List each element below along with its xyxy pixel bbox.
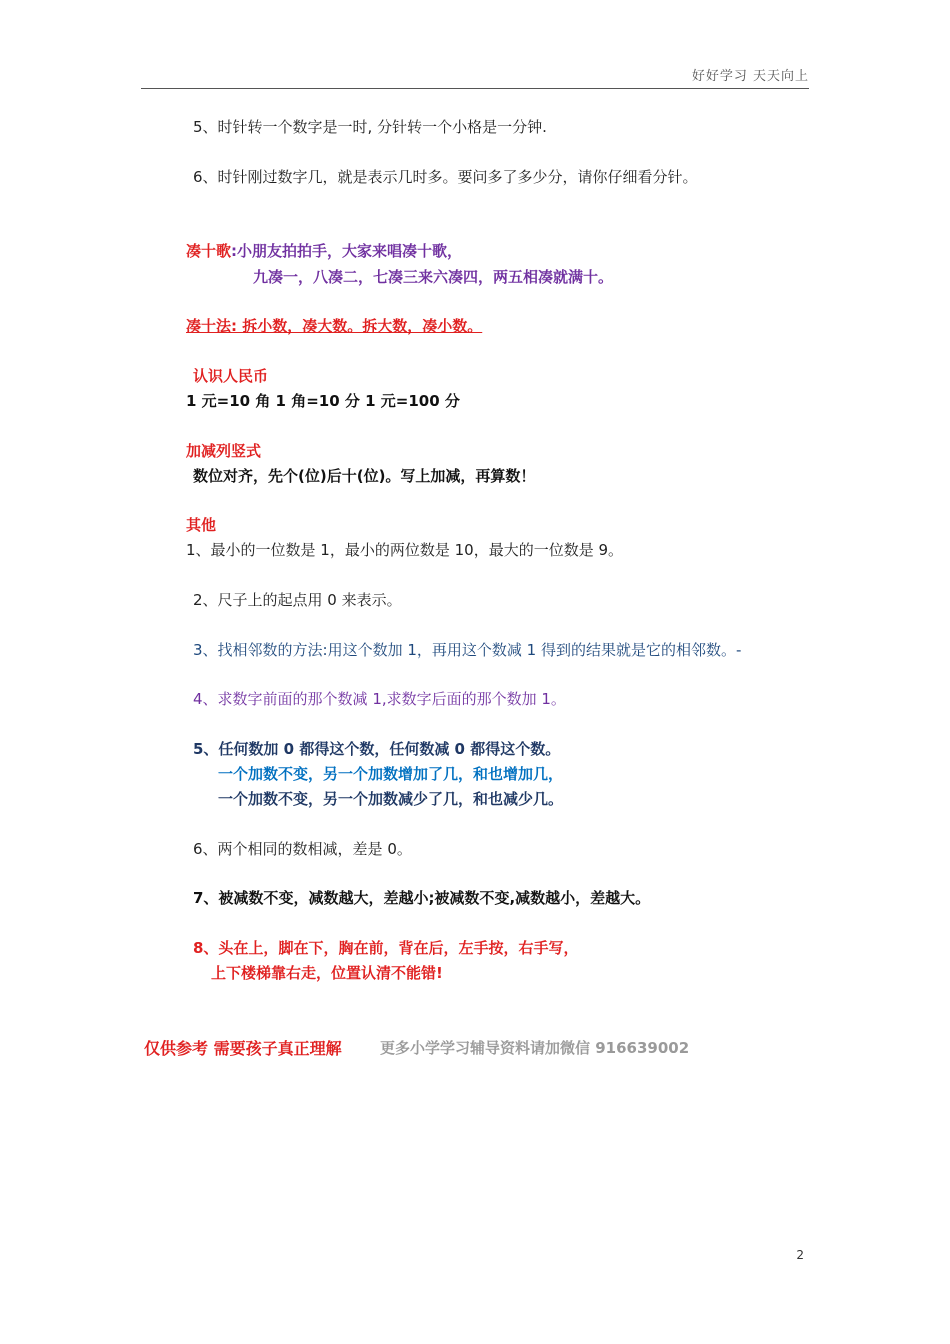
other-item-8-line-2: 上下楼梯靠右走，位置认清不能错! [211,964,443,982]
vertical-text: 数位对齐，先个(位)后十(位)。写上加减，再算数！ [193,467,536,485]
other-item-3: 3、找相邻数的方法:用这个数加 1，再用这个数减 1 得到的结果就是它的相邻数。- [193,641,742,659]
other-item-6: 6、两个相同的数相减，差是 0。 [193,840,412,858]
other-item-4: 4、求数字前面的那个数减 1,求数字后面的那个数加 1。 [193,690,566,708]
other-item-5-line-1: 5、任何数加 0 都得这个数，任何数减 0 都得这个数。 [193,740,561,758]
song-line-2: 九凑一，八凑二，七凑三来六凑四，两五相凑就满十。 [253,268,614,286]
page-number: 2 [796,1248,804,1262]
other-item-2: 2、尺子上的起点用 0 来表示。 [193,591,402,609]
clock-item-6: 6、时针刚过数字几，就是表示几时多。要问多了多少分，请你仔细看分针。 [193,168,698,186]
footer-note-gray: 更多小学学习辅导资料请加微信 916639002 [380,1039,690,1057]
song-label: 凑十歌 [186,242,232,260]
other-item-5-line-2: 一个加数不变，另一个加数增加了几，和也增加几， [218,765,564,783]
other-item-1: 1、最小的一位数是 1，最小的两位数是 10，最大的一位数是 9。 [186,541,624,559]
clock-item-5: 5、时针转一个数字是一时, 分针转一个小格是一分钟. [193,118,547,136]
vertical-title: 加减列竖式 [186,442,262,460]
other-title: 其他 [186,516,217,534]
header-text: 好好学习 天天向上 [691,69,809,84]
other-item-7: 7、被减数不变，减数越大，差越小;被减数不变,减数越小，差越大。 [193,889,651,907]
other-item-8-line-1: 8、头在上，脚在下，胸在前，背在后，左手按，右手写， [193,939,579,957]
footer-note-red: 仅供参考 需要孩子真正理解 [144,1039,342,1058]
money-text: 1 元=10 角 1 角=10 分 1 元=100 分 [186,392,460,410]
money-title: 认识人民币 [193,367,269,385]
other-item-5-line-3: 一个加数不变，另一个加数减少了几，和也减少几。 [218,790,564,808]
song-text-1: :小朋友拍拍手，大家来唱凑十歌， [231,242,463,260]
song-line-1 [186,244,462,259]
method-text: 凑十法: 拆小数，凑大数。拆大数，凑小数。 [186,317,483,335]
header-rule [141,88,809,89]
